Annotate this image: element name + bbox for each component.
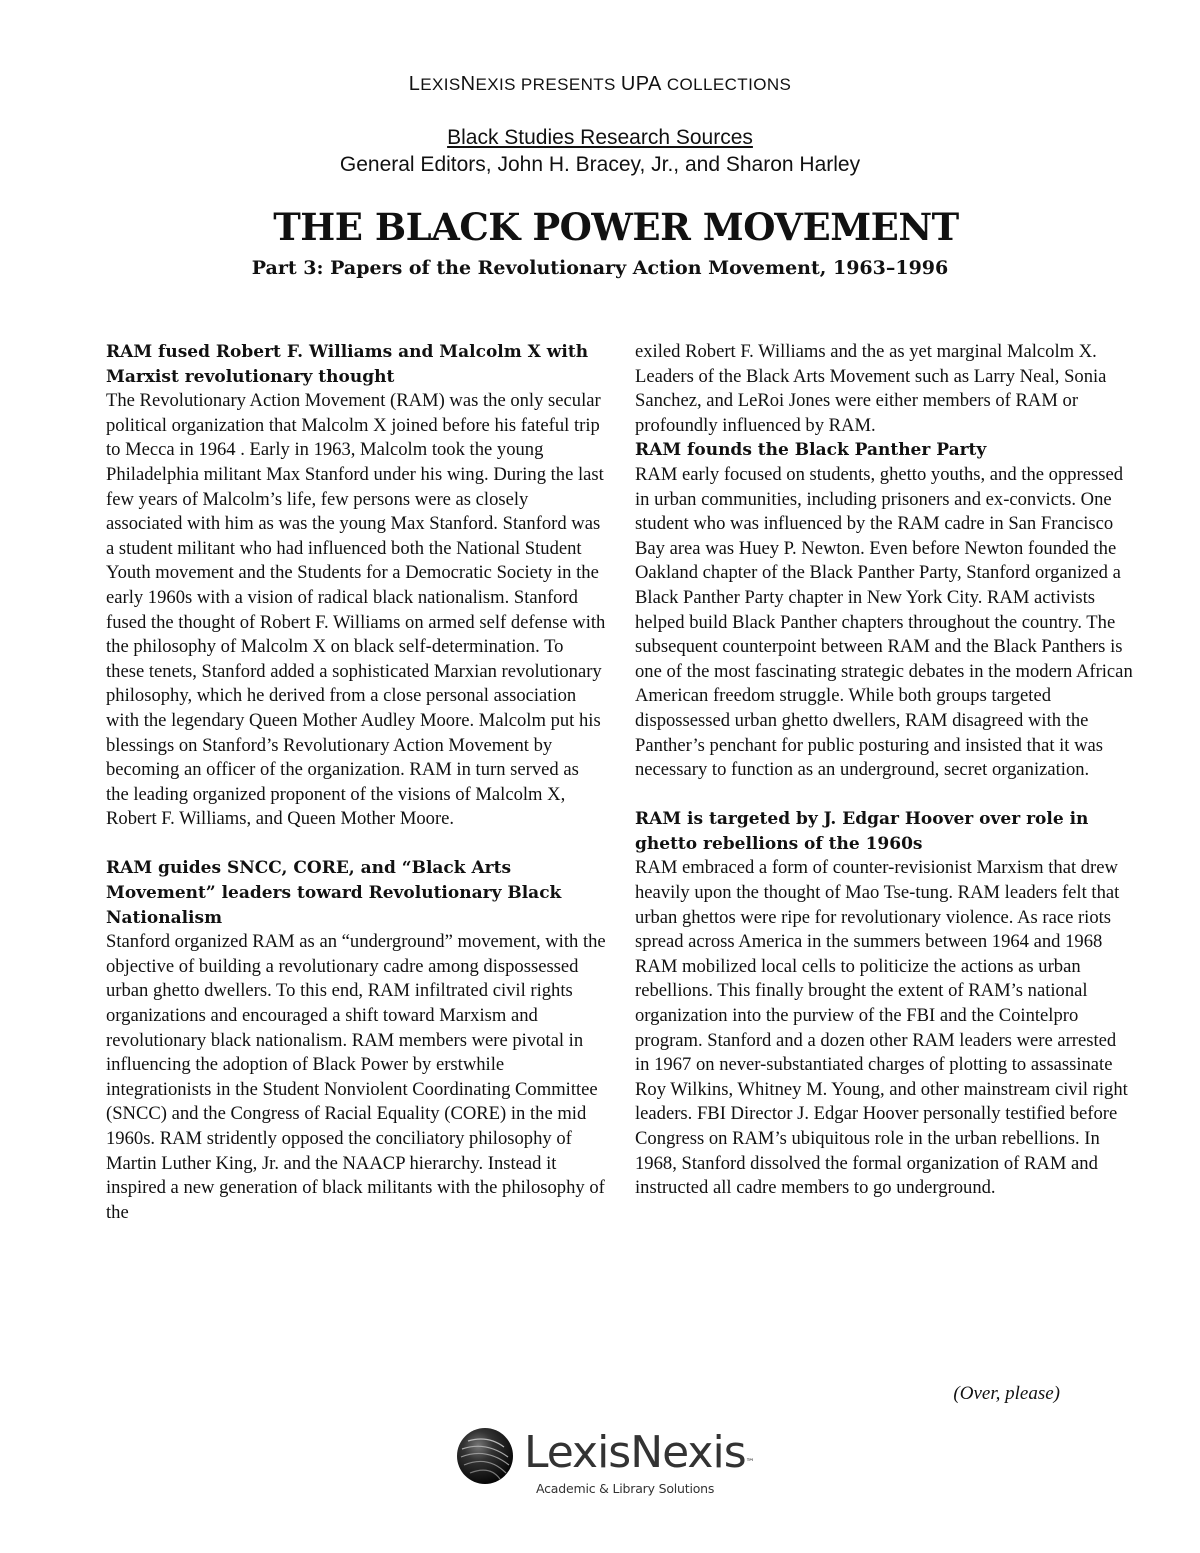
section-heading-ram-guides: RAM guides SNCC, CORE, and “Black Arts Movement” leaders toward Revolutionary Black Nationalism bbox=[106, 858, 562, 928]
section-heading-ram-fused: RAM fused Robert F. Williams and Malcolm X with Marxist revolutionary thought bbox=[106, 342, 589, 387]
general-editors: General Editors, John H. Bracey, Jr., and Sharon Harley bbox=[339, 153, 861, 176]
paragraph-gap bbox=[635, 783, 1135, 808]
publisher-text-collections: COLLECTIONS bbox=[661, 75, 792, 94]
lexisnexis-logo bbox=[456, 1423, 756, 1503]
publisher-text-exis: EXIS bbox=[420, 75, 461, 94]
section-body-ram-guides-continued: exiled Robert F. Williams and the as yet marginal Malcolm X. Leaders of the Black Arts Movement such as Larry Neal, Sonia Sanchez, and LeRoi Jones were either members of RAM or profoundly influenced by RAM. bbox=[635, 341, 1107, 436]
publisher-header bbox=[0, 73, 1200, 96]
over-please-note: (Over, please) bbox=[953, 1383, 1060, 1404]
lexisnexis-sphere-icon bbox=[456, 1427, 514, 1485]
section-heading-hoover: RAM is targeted by J. Edgar Hoover over role in ghetto rebellions of the 1960s bbox=[635, 809, 1089, 854]
paragraph-gap bbox=[106, 832, 606, 857]
page-title: THE BLACK POWER MOVEMENT bbox=[273, 205, 959, 249]
logo-name: LexisNexis bbox=[524, 1427, 746, 1478]
publisher-text-upa: UPA bbox=[620, 73, 662, 95]
section-body-hoover: RAM embraced a form of counter-revisionist Marxism that drew heavily upon the thought of Mao Tse-tung. RAM leaders felt that urban ghettos were ripe for revolutionary violence. As race riots spread across America in the summers between 1964 and 1968 RAM mobilized local cells to politicize the actions as urban rebellions. This finally brought the extent of RAM’s national organization into the purview of the FBI and the Cointelpro program. Stanford and a dozen other RAM leaders were arrested in 1967 on never-substantiated charges of plotting to assassinate Roy Wilkins, Whitney M. Young, and other mainstream civil right leaders. FBI Director J. Edgar Hoover personally testified before Congress on RAM’s ubiquitous role in the urban rebellions. In 1968, Stanford dissolved the formal organization of RAM and instructed all cadre members to go underground. bbox=[635, 857, 1128, 1199]
publisher-letter-n: N bbox=[460, 73, 476, 95]
section-heading-black-panther: RAM founds the Black Panther Party bbox=[635, 440, 987, 461]
series-title: Black Studies Research Sources bbox=[447, 126, 753, 149]
section-body-ram-guides: Stanford organized RAM as an “underground” movement, with the objective of building a revolutionary cadre among dispossessed urban ghetto dwellers. To this end, RAM infiltrated civil rights organizations and encouraged a shift toward Marxism and revolutionary black nationalism. RAM members were pivotal in influencing the adoption of Black Power by erstwhile integrationists in the Student Nonviolent Coordinating Committee (SNCC) and the Congress of Racial Equality (CORE) in the mid 1960s. RAM stridently opposed the conciliatory philosophy of Martin Luther King, Jr. and the NAACP hierarchy. Instead it inspired a new generation of black militants with the philosophy of the bbox=[106, 931, 606, 1223]
section-body-black-panther: RAM early focused on students, ghetto youths, and the oppressed in urban communities, including prisoners and ex-convicts. One student who was influenced by the RAM cadre in San Francisco Bay area was Huey P. Newton. Even before Newton founded the Oakland chapter of the Black Panther Party, Stanford organized a Black Panther Party chapter in New York City. RAM activists helped build Black Panther chapters throughout the country. The subsequent counterpoint between RAM and the Black Panthers is one of the most fascinating strategic debates in the modern African American freedom struggle. While both groups targeted dispossessed urban ghetto dwellers, RAM disagreed with the Panther’s penchant for public posturing and insisted that it was necessary to function as an underground, secret organization. bbox=[635, 463, 1133, 781]
page-subtitle: Part 3: Papers of the Revolutionary Action Movement, 1963–1996 bbox=[251, 257, 949, 279]
logo-tagline: Academic & Library Solutions bbox=[536, 1481, 715, 1496]
section-body-ram-fused: The Revolutionary Action Movement (RAM) was the only secular political organization that Malcolm X joined before his fateful trip to Mecca in 1964 . Early in 1963, Malcolm took the young Philadelphia militant Max Stanford under his wing. During the last few years of Malcolm’s life, few persons were as closely associated with him as was the young Max Stanford. Stanford was a student militant who had influenced both the National Student Youth movement and the Students for a Democratic Society in the early 1960s with a vision of radical black nationalism. Stanford fused the thought of Robert F. Williams on armed self defense with the philosophy of Malcolm X on black self-determination. To these tenets, Stanford added a sophisticated Marxian revolutionary philosophy, which he derived from a close personal association with the legendary Queen Mother Audley Moore. Malcolm put his blessings on Stanford’s Revolutionary Action Movement by becoming an officer of the organization. RAM in turn served as the leading organized proponent of the visions of Malcolm X, Robert F. Williams, and Queen Mother Moore. bbox=[106, 390, 606, 830]
left-column bbox=[106, 340, 606, 1225]
publisher-letter-l: L bbox=[408, 73, 421, 95]
logo-wordmark bbox=[524, 1425, 754, 1481]
right-column bbox=[635, 340, 1135, 1201]
publisher-text-presents: EXIS PRESENTS bbox=[475, 75, 621, 94]
logo-trademark: ™ bbox=[745, 1458, 754, 1468]
